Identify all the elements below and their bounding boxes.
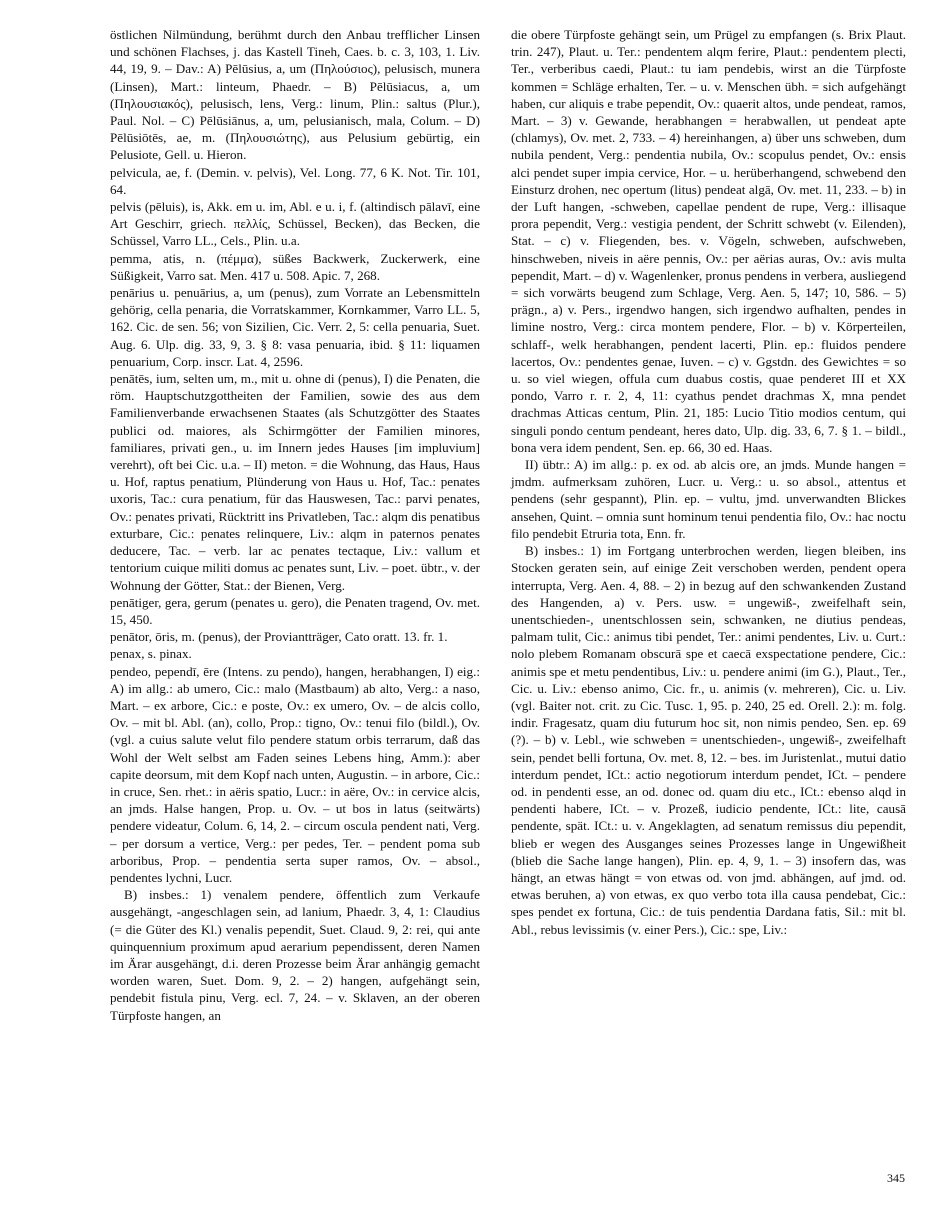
entry-pendeo-section-ii-b: B) insbes.: 1) im Fortgang unterbrochen werden, liegen bleiben, ins Stocken geraten sein, auf einige Zeit verschoben werden, pendent opera interrupta, Verg. Aen. 4, 88. – 2) in bezug auf den schwankenden Zustand des Hangenden, a) v. Pers. usw. = ungewiß-, zweifelhaft sein, unentschieden-, unentschlossen sein, schwanken, ne diutius pendeas, palmam tulit, Cic.: animus tibi pendet, Ter.: animi pendentes, Liv. u. Curt.: nolo plebem Romanam obscurā spe et caecā exspectatione pendere, Cic.: animis spe et metu pendentibus, Liv.: u. pendere animi (im G.), Plaut., Ter., Cic. u. Liv.: ebenso animo, Cic. fr., u. animis (v. mehreren), Cic. u. Liv. (vgl. Baiter not. crit. zu Cic. Tusc. 1, 95. p. 240, 25 ed. Orell. 2.): m. folg. indir. Fragesatz, quam diu futurum hoc sit, non nimis pendeo, Sen. ep. 69 (?). – b) v. Lebl., wie schweben = unentschieden-, ungewiß-, zweifelhaft sein, pendet belli fortuna, Ov. met. 8, 12. – bes. im Juristenlat., mutui datio interdum pendet, ICt.: actio negotiorum interdum pendet, ICt. – pendere od. in pendenti esse, an od. donec od. quam diu etc., ICt.: ebenso alqd in pendenti habere, ICt. – v. Prozeß, iudicio pendente, ICt.: lite, causā pendente, spät. ICt.: u. v. Angeklagten, ad senatum remissus diu pependit, blieb er wegen des Ausganges seines Prozesses lange in Ungewißheit (blieb die Sache lange hangen), Plin. ep. 4, 9, 1. – 3) insofern das, was hängt, an etwas hängt = von etwas od. von jmd. abhängen, auf jmd. od. etwas beruhen, a) von etwas, ex quo verbo tota illa causa pendebat, Cic.: spes pendet ex fortuna, Cic.: de tuis pendentia Dardana fatis, Sil.: mit bl. Abl., rebus levissimis (v. einer Pers.), Cic.: spe, Liv.: [511,543,906,937]
entry-pendeo: pendeo, pependī, ēre (Intens. zu pendo), hangen, herabhangen, I) eig.: A) im allg.: ab umero, Cic.: malo (Mastbaum) ab alto, Verg.: a naso, Mart. – ex arbore, Cic.: e poste, Ov.: ex umero, Ov. – de alcis collo, Ov. – mit bl. Abl. (an), collo, Prop.: tigno, Ov.: tenui filo (bildl.), Ov. (vgl. a cuius salute velut filo pendere statum orbis terrarum, daß das Wohl der Welt selbst am Faden seines Lebens hing, Amm.): aber capite deorsum, mit dem Kopf nach unten, Augustin. – in arbore, Cic.: in cruce, Sen. rhet.: in aëris spatio, Lucr.: in aëre, Ov.: in cervice alcis, an jmds. Halse hangen, Prop. u. Ov. – ut bos in latus (seitwärts) pendere videatur, Colum. 6, 14, 2. – circum oscula pendent nati, Verg. – per dorsum a vertice, Verg.: per pedes, Ter. – pendent poma sub arboribus, Prop. – pendentia serta super ramos, Ov. – absol., pendentes lychni, Lucr. [110,663,480,885]
entry-pemma: pemma, atis, n. (πέμμα), süßes Backwerk, Zuckerwerk, eine Süßigkeit, Varro sat. Men. 417 u. 508. Apic. 7, 268. [110,250,480,283]
entry-penates: penātēs, ium, selten um, m., mit u. ohne di (penus), I) die Penaten, die röm. Hauptschutzgottheiten der Familien, sowie des aus dem Familienverbande erwachsenen Staates (als Schutzgötter des Staates publici od. maiores, als Schirmgötter der Familien minores, familiares, privati gen., u. im Innern jedes Hauses [im impluvium] verehrt), oft bei Cic. u.a. – II) meton. = die Wohnung, das Haus, Haus u. Hof, raptus penatium, Plünderung von Haus u. Hof, Tac.: penates uxoris, Tac.: cura penatium, für das Hauswesen, Tac.: parvi penates, Ov.: penates privati, Rücktritt ins Privatleben, Tac.: alqm dis penatibus exturbare, Cic.: penates relinquere, Liv.: alqm in paternos penates deducere, Tac. – verb. lar ac penates tectaque, Liv.: vallum et tentorium cuique militi domus ac penates sunt, Liv. – poet. übtr., v. der Wohnung der Götter, Stat.: der Bienen, Verg. [110,371,480,593]
entry-penatiger: penātiger, gera, gerum (penates u. gero), die Penaten tragend, Ov. met. 15, 450. [110,594,480,627]
left-column [110,26,480,1024]
entry-pelusium-continued: östlichen Nilmündung, berühmt durch den Anbau trefflicher Linsen und schönen Flachses, j. das Kastell Tineh, Caes. b. c. 3, 103, 1. Liv. 44, 19, 9. – Dav.: A) Pēlūsius, a, um (Πηλούσιος), pelusisch, munera (Linsen), Mart.: linteum, Phaedr. – B) Pēlūsiacus, a, um (Πηλουσιακός), pelusisch, lens, Verg.: linum, Plin.: saltus (Plur.), Paul. Nol. – C) Pēlūsiānus, a, um, pelusianisch, mala, Colum. – D) Pēlūsiōtēs, ae, m. (Πηλουσιώτης), aus Pelusium gebürtig, ein Pelusiote, Gell. u. Hieron. [110,27,480,163]
entry-pendeo-continued: die obere Türpfoste gehängt sein, um Prügel zu empfangen (s. Brix Plaut. trin. 247), Plaut. u. Ter.: pendentem alqm ferire, Plaut.: pendentem plecti, Ter., verberibus caedi, Plaut.: tu iam pendebis, wirst an die Türpfoste kommen = Schläge erhalten, Ter. – u. v. Menschen übh. = sich aufgehängt haben, cur aliquis e trabe pependit, Ov.: quaerit altos, unde pendeat, ramos, Mart. – 3) v. Gewande, herabhangen = herabwallen, ut pendeat apte (chlamys), Ov. met. 2, 733. – 4) hereinhangen, a) über uns schweben, dum nubila pendent, Verg.: pendentia nubila, Ov.: scopulus pendet, Ov.: ensis alci pendet super impia cervice, Hor. – u. herüberhangend, schwebend den Einsturz drohen, nec opertum (litus) pendeat algā, Ov. met. 11, 233. – b) in der Luft hangen, -schweben, capellae pendent de rupe, Verg.: illisaque prora pependit, Verg.: vestigia pendent, der Schritt schwebt (v. Eilenden), Stat. – c) v. Fliegenden, bes. v. Vögeln, schweben, aufschweben, hinschweben, niveis in aëre pennis, Ov.: per aërias auras, Ov.: avis multa pependit, Mart. – d) v. Wagenlenker, pronus pendens in verbera, ausliegend = sich vorwärts beugend zum Schlage, Verg. Aen. 5, 147; 10, 586. – 5) prägn., a) v. Pers., irgendwo hangen, sich irgendwo aufhalten, pendes in limine nostro, Verg.: circa montem pendere, Flor. – b) v. Körperteilen, schlaff-, welk herabhangen, pendent lacerti, Plin. ep.: fluidos pendere lacertos, Ov.: pendentes genae, Iuven. – c) v. Ggstdn. des Gewichtes = so u. so viel wiegen, offula cum duabus costis, quae penderet III et XX pondo, Varro r. r. 2, 4, 11: cyathus pendet drachmas X, mna pendet drachmas Atticas centum, Plin. 21, 185: Lucio Titio modios centum, qui singuli pondo centum pendeant, heres dato, Ulp. dig. 33, 6, 7. § 1. – bildl., bona vera idem pendent, Sen. ep. 66, 30 ed. Haas. [511,27,906,455]
page-number: 345 [887,1171,905,1185]
entry-penarius: penārius u. penuārius, a, um (penus), zum Vorrate an Lebensmitteln gehörig, cella penaria, die Vorratskammer, Kornkammer, Varro LL. 5, 162. Cic. de sen. 56; von Sizilien, Cic. Verr. 2, 5: cella penuaria, Suet. Aug. 6. Ulp. dig. 33, 9, 3. § 8: vasa penuaria, ibid. § 11: liquamen penuarium, Corp. inscr. Lat. 4, 2596. [110,285,480,369]
entry-penax: penax, s. pinax. [110,646,192,662]
entry-pendeo-section-ii: II) übtr.: A) im allg.: p. ex od. ab alcis ore, an jmds. Munde hangen = jmdm. aufmerksam zuhören, Lucr. u. Verg.: u. so absol., attentus et pendens (sehr gespannt), Plin. ep. – vultu, jmd. unverwandten Blickes ansehen, Quint. – omnia sunt hominum tenui pendentia filo, Ov.: hac noctu filo pendebit Etruria tota, Enn. fr. [511,457,906,541]
entry-pelvicula: pelvicula, ae, f. (Demin. v. pelvis), Vel. Long. 77, 6 K. Not. Tir. 101, 64. [110,164,480,197]
entry-penator: penātor, ōris, m. (penus), der Proviantträger, Cato oratt. 13. fr. 1. [110,629,448,645]
entry-pendeo-section-b: B) insbes.: 1) venalem pendere, öffentlich zum Verkaufe ausgehängt, -angeschlagen sein, ad lanium, Phaedr. 3, 4, 1: Claudius (= die Güter des Kl.) venalis pependit, Suet. Claud. 9, 2: rei, qui ante quinquennium proximum apud aerarium pependissent, deren Namen im Ärar ausgehängt, d.i. deren Prozesse beim Ärar anhängig gemacht worden waren, Suet. Dom. 9, 2. – 2) hangen, aufgehängt sein, pendebit fistula pinu, Verg. ecl. 7, 24. – v. Sklaven, an der oberen Türpfoste hangen, an [110,887,480,1023]
entry-pelvis: pelvis (pēluis), is, Akk. em u. im, Abl. e u. i, f. (altindisch pālavī, eine Art Geschirr, griech. πελλίς, Schüssel, Becken), das Becken, die Schüssel, Varro LL., Cels., Plin. u.a. [110,199,480,249]
right-column [511,26,906,938]
